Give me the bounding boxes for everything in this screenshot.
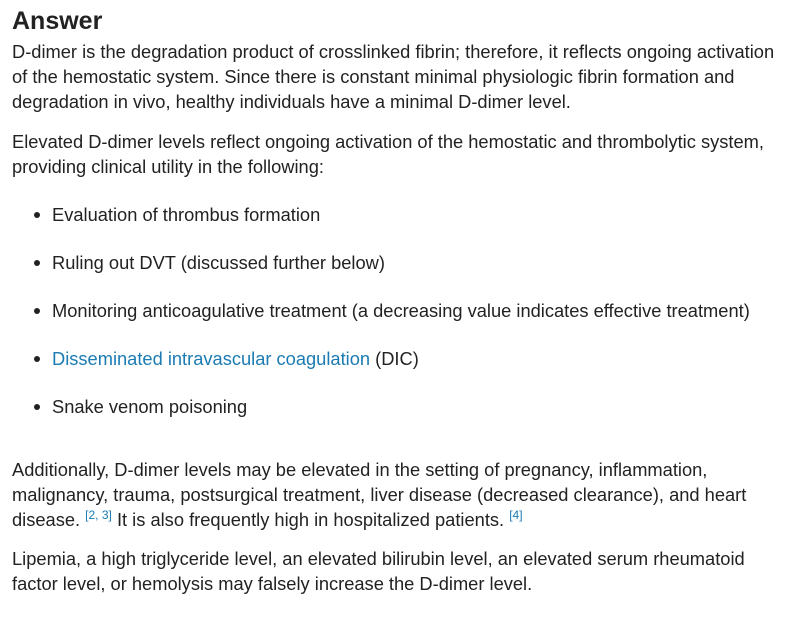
list-item	[12, 394, 788, 419]
reference-citation-2-3[interactable]	[85, 508, 112, 522]
list-item-text: Ruling out DVT (discussed further below)	[52, 252, 385, 273]
list-item	[12, 298, 788, 323]
clinical-utility-list	[12, 202, 788, 419]
list-item-text: Snake venom poisoning	[52, 396, 248, 417]
list-item	[12, 346, 788, 371]
additional-text-1: Additionally, D-dimer levels may be elevated in the setting of pregnancy, inflammation, malignancy, trauma, postsurgical treatment, liver disease (decreased clearance), and heart disease.	[12, 459, 747, 530]
additional-text-2: It is also frequently high in hospitalized patients.	[111, 509, 510, 530]
interference-paragraph: Lipemia, a high triglyceride level, an elevated bilirubin level, an elevated serum rheumatoid factor level, or hemolysis may falsely increase the D-dimer level.	[12, 548, 745, 594]
bullet-icon	[34, 308, 40, 314]
bullet-icon	[34, 212, 40, 218]
intro-paragraph: D-dimer is the degradation product of crosslinked fibrin; therefore, it reflects ongoing activation of the hemostatic system. Since there is constant minimal physiologic fibrin formation and degradation in vivo, healthy individuals have a minimal D-dimer level.	[12, 41, 775, 112]
bullet-icon	[34, 404, 40, 410]
reference-link[interactable]: [4]	[509, 508, 523, 522]
additional-paragraph	[12, 457, 788, 532]
reference-link[interactable]: [2, 3]	[85, 508, 112, 522]
bullet-icon	[34, 260, 40, 266]
bullet-icon	[34, 356, 40, 362]
list-item-text: (DIC)	[370, 348, 419, 369]
section-heading: Answer	[12, 7, 103, 35]
utility-paragraph: Elevated D-dimer levels reflect ongoing activation of the hemostatic and thrombolytic system, providing clinical utility in the following:	[12, 131, 764, 177]
reference-citation-4[interactable]	[509, 508, 522, 522]
list-item-text: Monitoring anticoagulative treatment (a decreasing value indicates effective treatment)	[52, 300, 750, 321]
list-item	[12, 202, 788, 227]
list-item-text: Evaluation of thrombus formation	[52, 204, 321, 225]
list-item	[12, 250, 788, 275]
dic-link[interactable]: Disseminated intravascular coagulation	[52, 348, 371, 369]
